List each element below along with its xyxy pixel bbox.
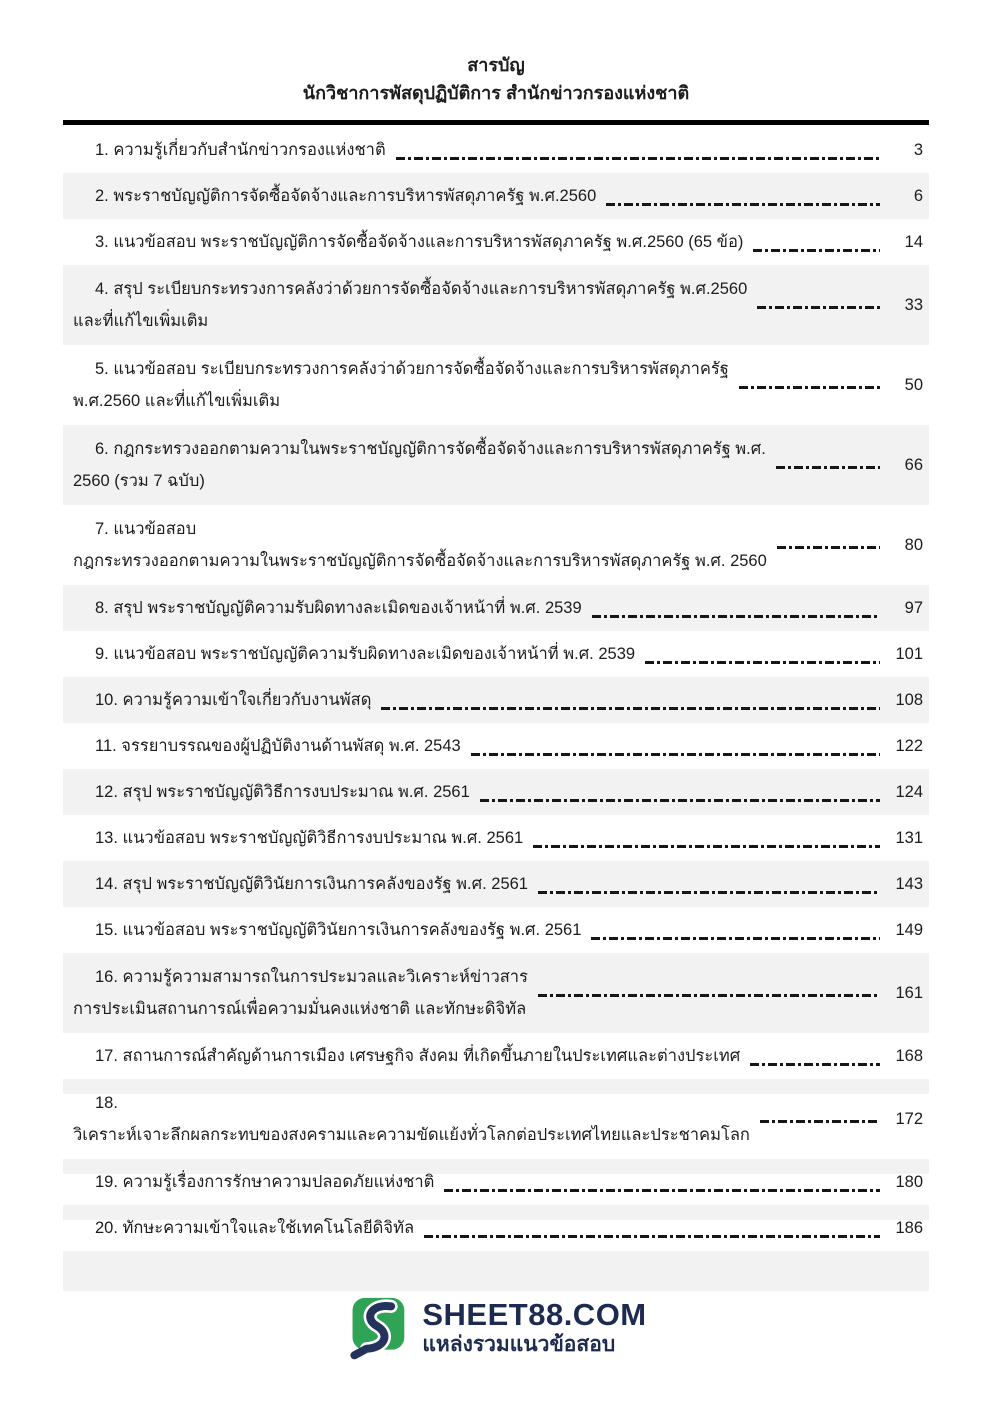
dotted-leader xyxy=(645,661,880,664)
toc-entry-title xyxy=(73,827,523,849)
toc-entry-line: 2560 (รวม 7 ฉบับ) xyxy=(73,472,205,490)
dotted-leader xyxy=(381,707,880,710)
toc-entry xyxy=(63,219,929,265)
toc-entry-line: 13. แนวข้อสอบ พระราชบัญญัติวิธีการงบประมาณ พ.ศ. 2561 xyxy=(95,829,524,847)
toc-entry xyxy=(63,677,929,723)
page-number: 101 xyxy=(895,644,923,663)
page-number: 14 xyxy=(904,232,923,251)
dotted-leader xyxy=(444,1189,880,1192)
page-title: สารบัญ xyxy=(467,55,525,75)
toc-entry-line: 10. ความรู้ความเข้าใจเกี่ยวกับงานพัสดุ xyxy=(95,691,372,709)
page-number: 80 xyxy=(904,535,923,554)
page-number: 172 xyxy=(895,1109,923,1128)
page-number: 124 xyxy=(895,782,923,801)
list-end-stripe xyxy=(63,1251,929,1291)
toc-entry xyxy=(63,953,929,1033)
dotted-leader xyxy=(606,203,880,206)
header-rule xyxy=(63,120,929,125)
page-number: 6 xyxy=(913,186,923,205)
toc-entry xyxy=(63,1079,929,1159)
page-number: 180 xyxy=(895,1172,923,1191)
page-number: 122 xyxy=(895,736,923,755)
toc-entry-line: 12. สรุป พระราชบัญญัติวิธีการงบประมาณ พ.ศ. 2561 xyxy=(95,783,470,801)
brand-text-block xyxy=(422,1296,647,1358)
toc-entry-line: 1. ความรู้เกี่ยวกับสำนักข่าวกรองแห่งชาติ xyxy=(95,141,386,159)
toc-entry-line: และที่แก้ไขเพิ่มเติม xyxy=(73,312,209,330)
dotted-leader xyxy=(776,466,880,469)
toc-entry-line: 8. สรุป พระราชบัญญัติความรับผิดทางละเมิดของเจ้าหน้าที่ พ.ศ. 2539 xyxy=(95,599,582,617)
toc-entry xyxy=(63,907,929,953)
toc-entry xyxy=(63,585,929,631)
toc-entry-title xyxy=(73,273,747,337)
toc-entry-title xyxy=(73,1087,750,1151)
page-number: 131 xyxy=(895,828,923,847)
toc-entry-line: กฎกระทรวงออกตามความในพระราชบัญญัติการจัดซื้อจัดจ้างและการบริหารพัสดุภาครัฐ พ.ศ. 2560 xyxy=(73,552,767,570)
dotted-leader xyxy=(480,799,880,802)
toc-entry-title xyxy=(73,781,470,803)
brand-tagline: แหล่งรวมแนวข้อสอบ xyxy=(422,1332,616,1356)
page-number: 108 xyxy=(895,690,923,709)
toc-entry-title xyxy=(73,1171,434,1193)
toc-entry-line: 15. แนวข้อสอบ พระราชบัญญัติวินัยการเงินการคลังของรัฐ พ.ศ. 2561 xyxy=(95,921,582,939)
dotted-leader xyxy=(753,249,880,252)
toc-entry-title xyxy=(73,1217,414,1239)
page-number: 143 xyxy=(895,874,923,893)
toc-entry-title xyxy=(73,961,528,1025)
toc-entry-line: การประเมินสถานการณ์เพื่อความมั่นคงแห่งชาติ และทักษะดิจิทัล xyxy=(73,1000,527,1018)
toc-entry xyxy=(63,127,929,173)
page-number: 3 xyxy=(913,140,923,159)
toc-entry-line: 9. แนวข้อสอบ พระราชบัญญัติความรับผิดทางละเมิดของเจ้าหน้าที่ พ.ศ. 2539 xyxy=(95,645,636,663)
toc-entry xyxy=(63,861,929,907)
toc-entry-line: 5. แนวข้อสอบ ระเบียบกระทรวงการคลังว่าด้วยการจัดซื้อจัดจ้างและการบริหารพัสดุภาครัฐ xyxy=(95,360,729,378)
toc-entry-title xyxy=(73,643,635,665)
dotted-leader xyxy=(538,994,880,997)
toc-entry xyxy=(63,1033,929,1079)
toc-entry-title xyxy=(73,597,582,619)
toc-entry xyxy=(63,1205,929,1251)
toc-entry xyxy=(63,631,929,677)
toc-entry-title xyxy=(73,231,743,253)
brand-name: SHEET88.COM xyxy=(422,1296,647,1332)
toc-entry xyxy=(63,265,929,345)
toc-entry-title xyxy=(73,185,596,207)
toc-entry-line: พ.ศ.2560 และที่แก้ไขเพิ่มเติม xyxy=(73,392,281,410)
toc-entry-line: 17. สถานการณ์สำคัญด้านการเมือง เศรษฐกิจ สังคม ที่เกิดขึ้นภายในประเทศและต่างประเทศ xyxy=(95,1047,741,1065)
sheet88-logo-icon xyxy=(345,1296,409,1360)
toc-list xyxy=(63,127,929,1291)
toc-entry-title xyxy=(73,735,461,757)
toc-entry-title xyxy=(73,139,386,161)
toc-entry-line: 11. จรรยาบรรณของผู้ปฏิบัติงานด้านพัสดุ พ.ศ. 2543 xyxy=(95,737,461,755)
toc-entry-title xyxy=(73,873,528,895)
page-subtitle: นักวิชาการพัสดุปฏิบัติการ สำนักข่าวกรองแห่งชาติ xyxy=(302,83,690,103)
dotted-leader xyxy=(750,1063,880,1066)
dotted-leader xyxy=(592,615,880,618)
dotted-leader xyxy=(424,1235,880,1238)
dotted-leader xyxy=(396,157,880,160)
page-header xyxy=(0,0,992,106)
dotted-leader xyxy=(538,891,880,894)
dotted-leader xyxy=(591,937,880,940)
toc-entry-line: 2. พระราชบัญญัติการจัดซื้อจัดจ้างและการบริหารพัสดุภาครัฐ พ.ศ.2560 xyxy=(95,187,597,205)
toc-entry-line: วิเคราะห์เจาะลึกผลกระทบของสงครามและความขัดแย้งทั่วโลกต่อประเทศไทยและประชาคมโลก xyxy=(73,1126,750,1144)
page-number: 33 xyxy=(904,295,923,314)
dotted-leader xyxy=(757,306,880,309)
toc-entry xyxy=(63,173,929,219)
dotted-leader xyxy=(760,1120,880,1123)
dotted-leader xyxy=(471,753,880,756)
page-number: 97 xyxy=(904,598,923,617)
toc-entry xyxy=(63,425,929,505)
page-number: 161 xyxy=(895,983,923,1002)
page-number: 50 xyxy=(904,375,923,394)
toc-entry xyxy=(63,345,929,425)
toc-entry-line: 16. ความรู้ความสามารถในการประมวลและวิเคราะห์ข่าวสาร xyxy=(95,968,528,986)
toc-entry xyxy=(63,505,929,585)
dotted-leader xyxy=(739,386,880,389)
toc-entry xyxy=(63,769,929,815)
toc-entry-line: 6. กฎกระทรวงออกตามความในพระราชบัญญัติการจัดซื้อจัดจ้างและการบริหารพัสดุภาครัฐ พ.ศ. xyxy=(95,440,766,458)
page-number: 149 xyxy=(895,920,923,939)
page-number: 186 xyxy=(895,1218,923,1237)
toc-entry-line: 19. ความรู้เรื่องการรักษาความปลอดภัยแห่งชาติ xyxy=(95,1173,435,1191)
toc-entry-line: 20. ทักษะความเข้าใจและใช้เทคโนโลยีดิจิทัล xyxy=(95,1219,415,1237)
toc-entry-line: 7. แนวข้อสอบ xyxy=(95,520,197,538)
toc-entry-line: 4. สรุป ระเบียบกระทรวงการคลังว่าด้วยการจัดซื้อจัดจ้างและการบริหารพัสดุภาครัฐ พ.ศ.2560 xyxy=(95,280,748,298)
dotted-leader xyxy=(533,845,880,848)
dotted-leader xyxy=(777,546,880,549)
toc-entry xyxy=(63,1159,929,1205)
toc-entry xyxy=(63,815,929,861)
toc-entry-title xyxy=(73,1045,740,1067)
toc-entry-line: 14. สรุป พระราชบัญญัติวินัยการเงินการคลังของรัฐ พ.ศ. 2561 xyxy=(95,875,528,893)
page-number: 168 xyxy=(895,1046,923,1065)
toc-entry-line: 3. แนวข้อสอบ พระราชบัญญัติการจัดซื้อจัดจ้างและการบริหารพัสดุภาครัฐ พ.ศ.2560 (65 ข้อ) xyxy=(95,233,744,251)
page-number: 66 xyxy=(904,455,923,474)
toc-entry xyxy=(63,723,929,769)
brand-footer xyxy=(0,1296,992,1360)
toc-entry-title xyxy=(73,513,767,577)
toc-entry-title xyxy=(73,689,371,711)
toc-entry-title xyxy=(73,433,766,497)
toc-entry-title xyxy=(73,919,581,941)
toc-entry-title xyxy=(73,353,729,417)
toc-entry-line: 18. xyxy=(95,1094,118,1112)
